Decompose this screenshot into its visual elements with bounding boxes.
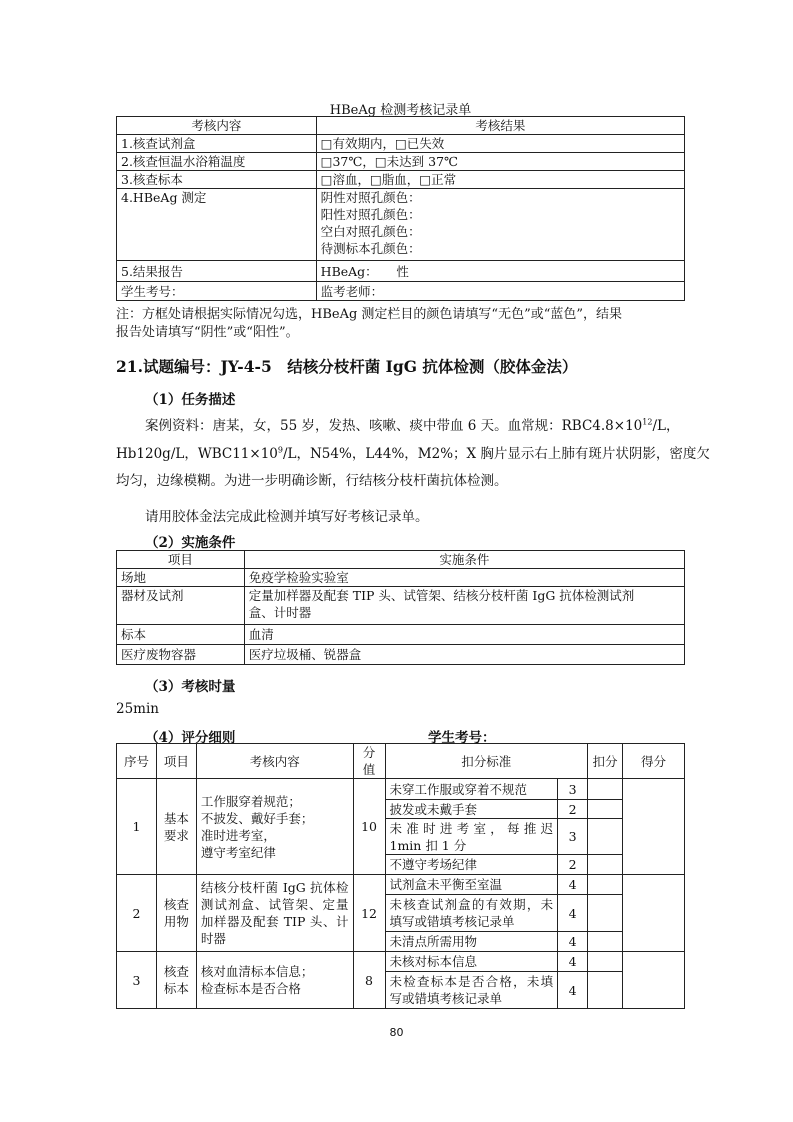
condition-cell <box>244 587 684 625</box>
hbeag-record-table <box>116 116 685 301</box>
item-cell: 2.核查恒温水浴箱温度 <box>117 153 317 171</box>
score-result-cell <box>623 779 685 875</box>
points-cell: 4 <box>558 875 588 895</box>
header-cell: 考核内容 <box>117 117 317 135</box>
content-line: 加样器及配套 TIP 头、计 <box>200 914 349 929</box>
row-number: 2 <box>117 875 157 952</box>
section-heading: 21.试题编号：JY-4-5 结核分枝杆菌 IgG 抗体检测（胶体金法） <box>116 357 578 376</box>
points-cell: 3 <box>558 819 588 855</box>
row-number: 1 <box>117 779 157 875</box>
criterion-cell: 披发或未戴手套 <box>385 800 558 819</box>
condition-cell: 医疗垃圾桶、锐器盒 <box>244 645 684 665</box>
header-cell: 实施条件 <box>244 551 684 569</box>
criterion-cell: 不遵守考场纪律 <box>385 855 558 875</box>
item-cell: 5.结果报告 <box>117 261 317 282</box>
criterion-cell <box>385 895 558 932</box>
header-cell: 项目 <box>156 744 196 779</box>
header-cell: 考核结果 <box>316 117 684 135</box>
table-caption: HBeAg 检测考核记录单 <box>329 103 472 118</box>
deduction-cell <box>588 895 623 932</box>
header-cell: 序号 <box>117 744 157 779</box>
score-cell: 10 <box>353 779 385 875</box>
points-cell: 2 <box>558 800 588 819</box>
points-cell: 4 <box>558 972 588 1009</box>
points-cell: 2 <box>558 855 588 875</box>
case-text: Hb120g/L，WBC11×10 <box>116 446 278 462</box>
result-cell: □溶血，□脂血，□正常 <box>316 171 684 189</box>
conditions-table <box>116 550 685 665</box>
case-line: 均匀，边缘模糊。为进一步明确诊断，行结核分枝杆菌抗体检测。 <box>116 473 508 489</box>
content-cell <box>196 875 353 952</box>
project-cell <box>156 875 196 952</box>
time-value: 25min <box>116 701 159 717</box>
score-result-cell <box>623 952 685 1009</box>
points-cell: 3 <box>558 779 588 800</box>
condition-line: 盒、计时器 <box>248 605 312 620</box>
criterion-cell: 未清点所需用物 <box>385 932 558 952</box>
criterion-line: 未核查试剂盒的有效期，未 <box>389 897 554 912</box>
score-result-cell <box>623 875 685 952</box>
content-line: 遵守考室纪律 <box>200 844 276 860</box>
result-line: 待测标本孔颜色： <box>320 241 421 256</box>
content-line: 不披发、戴好手套； <box>200 810 314 826</box>
case-line <box>116 442 710 462</box>
result-cell: □37℃，□未达到 37℃ <box>316 153 684 171</box>
content-line: 时器 <box>200 931 226 946</box>
note-line: 注：方框处请根据实际情况勾选，HBeAg 测定栏目的颜色请填写“无色”或“蓝色”，结果 <box>116 307 623 322</box>
project-line: 基本 <box>163 810 189 826</box>
student-id-label: 学生考号： <box>428 730 496 746</box>
deduction-cell <box>588 819 623 855</box>
condition-cell: 免疫学检验实验室 <box>244 569 684 587</box>
criterion-cell <box>385 819 558 855</box>
content-line: 测试剂盒、试管架、定量 <box>200 897 349 912</box>
item-cell: 3.核查标本 <box>117 171 317 189</box>
content-line: 检查标本是否合格 <box>200 981 301 996</box>
deduction-cell <box>588 972 623 1009</box>
case-text: 案例资料：唐某，女，55 岁，发热、咳嗽、痰中带血 6 天。血常规：RBC4.8×10 <box>145 418 643 434</box>
header-cell: 项目 <box>117 551 245 569</box>
superscript: 12 <box>642 417 653 427</box>
project-line: 用物 <box>163 914 189 929</box>
result-cell: 监考老师： <box>316 282 684 301</box>
item-cell: 器材及试剂 <box>117 587 245 625</box>
project-cell <box>156 779 196 875</box>
deduction-cell <box>588 875 623 895</box>
item-cell: 4.HBeAg 测定 <box>117 189 317 261</box>
result-line: 阴性对照孔颜色： <box>320 190 421 205</box>
points-cell: 4 <box>558 932 588 952</box>
criterion-cell: 未穿工作服或穿着不规范 <box>385 779 558 800</box>
project-cell <box>156 952 196 1009</box>
header-cell: 扣分 <box>588 744 623 779</box>
instruction-text: 请用胶体金法完成此检测并填写好考核记录单。 <box>145 509 429 525</box>
points-cell: 4 <box>558 952 588 972</box>
case-text: /L，N54%，L44%，M2%；X 胸片显示右上肺有斑片状阴影，密度欠 <box>282 446 710 462</box>
project-line: 核查 <box>163 897 189 912</box>
criterion-line: 未检查标本是否合格，未填 <box>389 974 554 989</box>
scoring-title: （4）评分细则 <box>145 730 236 746</box>
content-line: 准时进考室， <box>200 827 276 843</box>
deduction-cell <box>588 855 623 875</box>
item-cell: 场地 <box>117 569 245 587</box>
item-cell: 医疗废物容器 <box>117 645 245 665</box>
project-line: 标本 <box>163 981 189 996</box>
scoring-table <box>116 743 685 1009</box>
note-line: 报告处请填写“阴性”或“阳性”。 <box>116 325 299 340</box>
condition-cell: 血清 <box>244 625 684 645</box>
header-cell: 扣分标准 <box>385 744 588 779</box>
item-cell: 1.核查试剂盒 <box>117 135 317 153</box>
condition-line: 定量加样器及配套 TIP 头、试管架、结核分枝杆菌 IgG 抗体检测试剂 <box>248 588 635 603</box>
result-cell <box>316 189 684 261</box>
criterion-line: 未准时进考室，每推迟 <box>389 820 554 836</box>
row-number: 3 <box>117 952 157 1009</box>
criterion-cell: 未核对标本信息 <box>385 952 558 972</box>
content-line: 核对血清标本信息； <box>200 964 314 979</box>
deduction-cell <box>588 932 623 952</box>
criterion-line: 写或错填考核记录单 <box>389 991 503 1006</box>
result-line: 空白对照孔颜色： <box>320 224 421 239</box>
header-cell: 得分 <box>623 744 685 779</box>
result-line: 阳性对照孔颜色： <box>320 207 421 222</box>
criterion-cell: 试剂盒未平衡至室温 <box>385 875 558 895</box>
result-cell: □有效期内，□已失效 <box>316 135 684 153</box>
deduction-cell <box>588 800 623 819</box>
criterion-line: 填写或错填考核记录单 <box>389 914 515 929</box>
content-line: 结核分枝杆菌 IgG 抗体检 <box>200 880 349 895</box>
item-cell: 标本 <box>117 625 245 645</box>
task-title: （1）任务描述 <box>145 392 236 408</box>
content-cell <box>196 779 353 875</box>
case-line <box>145 414 685 434</box>
deduction-cell <box>588 952 623 972</box>
content-line: 工作服穿着规范； <box>200 793 301 809</box>
conditions-title: （2）实施条件 <box>145 535 236 551</box>
criterion-cell <box>385 972 558 1009</box>
header-cell: 考核内容 <box>196 744 353 779</box>
points-cell: 4 <box>558 895 588 932</box>
item-cell: 学生考号： <box>117 282 317 301</box>
project-line: 核查 <box>163 964 189 979</box>
criterion-line: 1min 扣 1 分 <box>389 837 467 853</box>
result-cell: HBeAg： 性 <box>316 261 684 282</box>
header-cell: 分值 <box>353 744 385 779</box>
score-cell: 12 <box>353 875 385 952</box>
superscript: 9 <box>277 445 283 455</box>
content-cell <box>196 952 353 1009</box>
time-title: （3）考核时量 <box>145 679 236 695</box>
score-cell: 8 <box>353 952 385 1009</box>
page-number: 80 <box>389 1026 404 1039</box>
case-text: /L， <box>652 418 680 434</box>
project-line: 要求 <box>163 827 189 843</box>
table-note <box>116 306 685 342</box>
deduction-cell <box>588 779 623 800</box>
